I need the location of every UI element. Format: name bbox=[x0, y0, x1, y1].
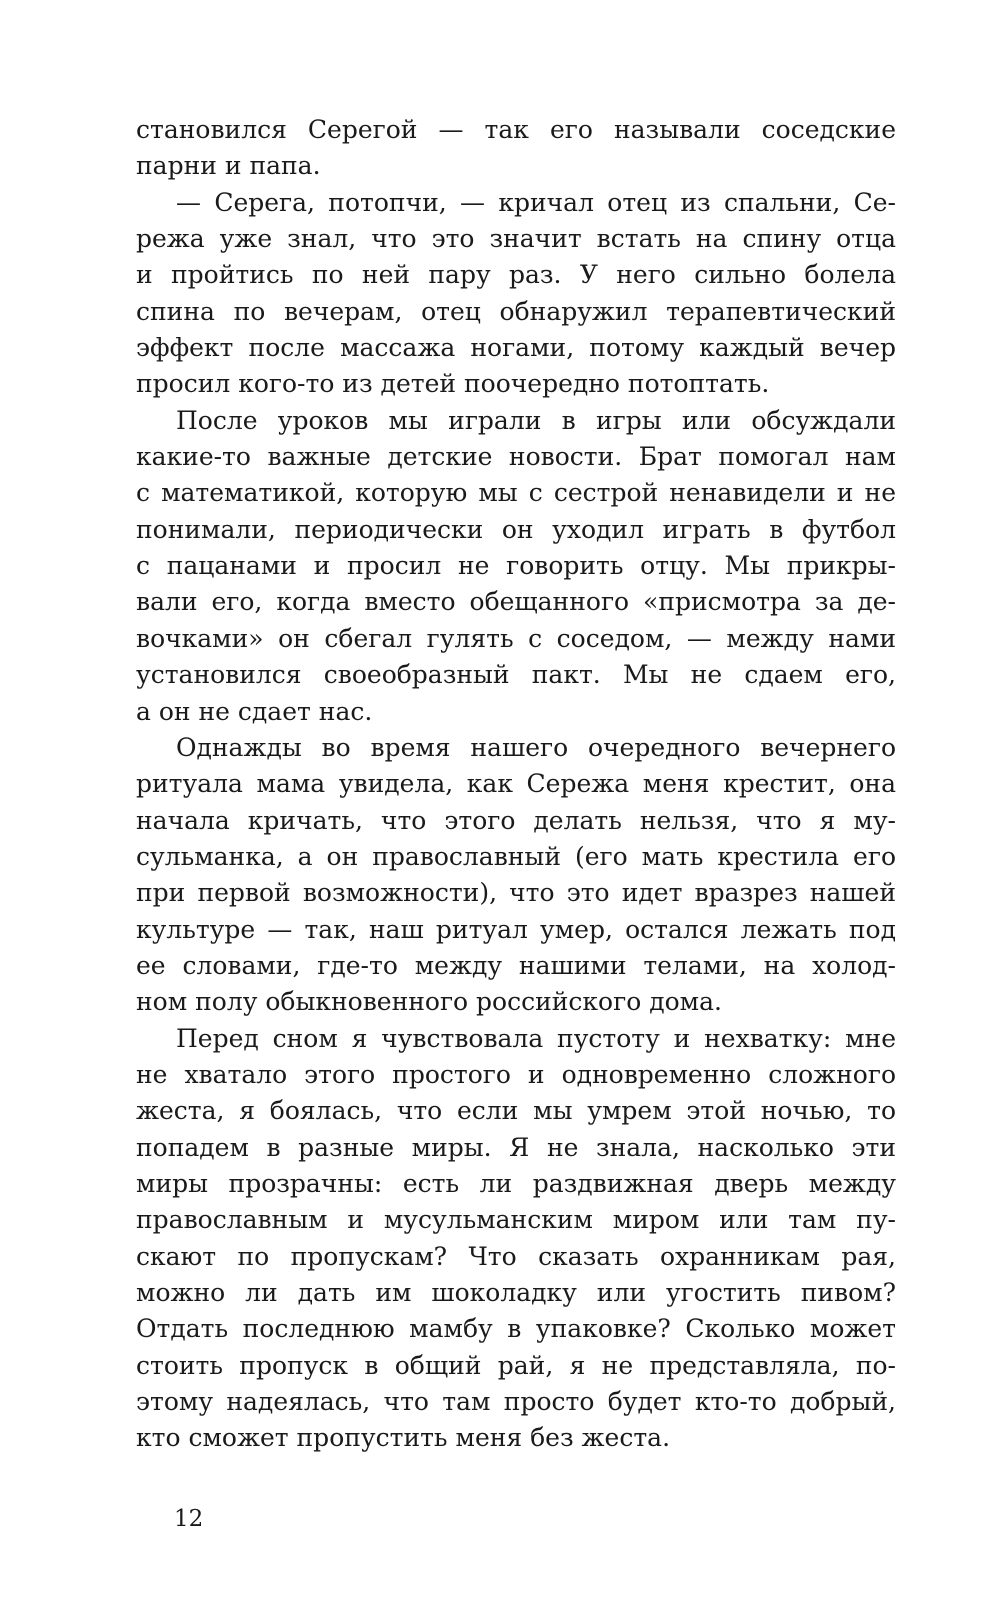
text-line: а он не сдает нас. bbox=[136, 696, 373, 726]
text-line: с математикой, которую мы с сестрой ненавидели и не bbox=[136, 478, 896, 508]
text-line: Отдать последнюю мамбу в упаковке? Сколько может bbox=[136, 1314, 896, 1344]
text-line: стоить пропуск в общий рай, я не представляла, по- bbox=[136, 1350, 896, 1380]
text-line: с пацанами и просил не говорить отцу. Мы прикры- bbox=[136, 551, 896, 581]
text-line: скают по пропускам? Что сказать охранникам рая, bbox=[136, 1241, 896, 1271]
text-line: какие-то важные детские новости. Брат помогал нам bbox=[136, 442, 896, 472]
text-line: режа уже знал, что это значит встать на спину отца bbox=[136, 224, 896, 254]
text-line: жеста, я боялась, что если мы умрем этой ночью, то bbox=[136, 1096, 896, 1126]
text-line: становился Серегой — так его называли соседские bbox=[136, 115, 896, 144]
text-line: установился своеобразный пакт. Мы не сдаем его, bbox=[136, 660, 896, 690]
text-line: православным и мусульманским миром или там пу- bbox=[136, 1205, 896, 1235]
text-line: — Серега, потопчи, — кричал отец из спальни, Се- bbox=[176, 187, 896, 217]
text-line: вочками» он сбегал гулять с соседом, — между нами bbox=[136, 623, 896, 653]
text-line: ее словами, где-то между нашими телами, на холод- bbox=[136, 950, 896, 980]
text-line: ритуала мама увидела, как Сережа меня крестит, она bbox=[136, 769, 896, 799]
text-line: просил кого-то из детей поочередно потоптать. bbox=[136, 369, 770, 399]
text-line: можно ли дать им шоколадку или угостить пивом? bbox=[136, 1278, 896, 1307]
text-line: Однажды во время нашего очередного вечернего bbox=[176, 732, 896, 762]
text-line: миры прозрачны: есть ли раздвижная дверь между bbox=[136, 1168, 896, 1198]
text-line: сульманка, а он православный (его мать крестила его bbox=[136, 841, 896, 871]
text-line: начала кричать, что этого делать нельзя, что я му- bbox=[136, 805, 896, 835]
text-line: парни и папа. bbox=[136, 151, 321, 181]
text-line: ном полу обыкновенного российского дома. bbox=[136, 987, 722, 1017]
body-text bbox=[136, 112, 896, 1457]
text-line: спина по вечерам, отец обнаружил терапевтический bbox=[136, 296, 896, 326]
page-number: 12 bbox=[174, 1506, 204, 1532]
text-line: эффект после массажа ногами, потому каждый вечер bbox=[136, 333, 896, 363]
text-line: понимали, периодически он уходил играть в футбол bbox=[136, 514, 896, 544]
text-line: культуре — так, наш ритуал умер, остался лежать под bbox=[136, 914, 896, 944]
text-line: при первой возможности), что это идет вразрез нашей bbox=[136, 878, 896, 908]
text-line: и пройтись по ней пару раз. У него сильно болела bbox=[136, 260, 896, 290]
text-line: не хватало этого простого и одновременно сложного bbox=[136, 1059, 896, 1089]
text-line: После уроков мы играли в игры или обсуждали bbox=[176, 405, 896, 435]
text-line: попадем в разные миры. Я не знала, насколько эти bbox=[136, 1132, 896, 1162]
text-line: кто сможет пропустить меня без жеста. bbox=[136, 1423, 671, 1453]
text-line: этому надеялась, что там просто будет кто-то добрый, bbox=[136, 1387, 896, 1417]
text-line: Перед сном я чувствовала пустоту и нехватку: мне bbox=[176, 1023, 896, 1053]
text-line: вали его, когда вместо обещанного «присмотра за де- bbox=[136, 587, 896, 617]
